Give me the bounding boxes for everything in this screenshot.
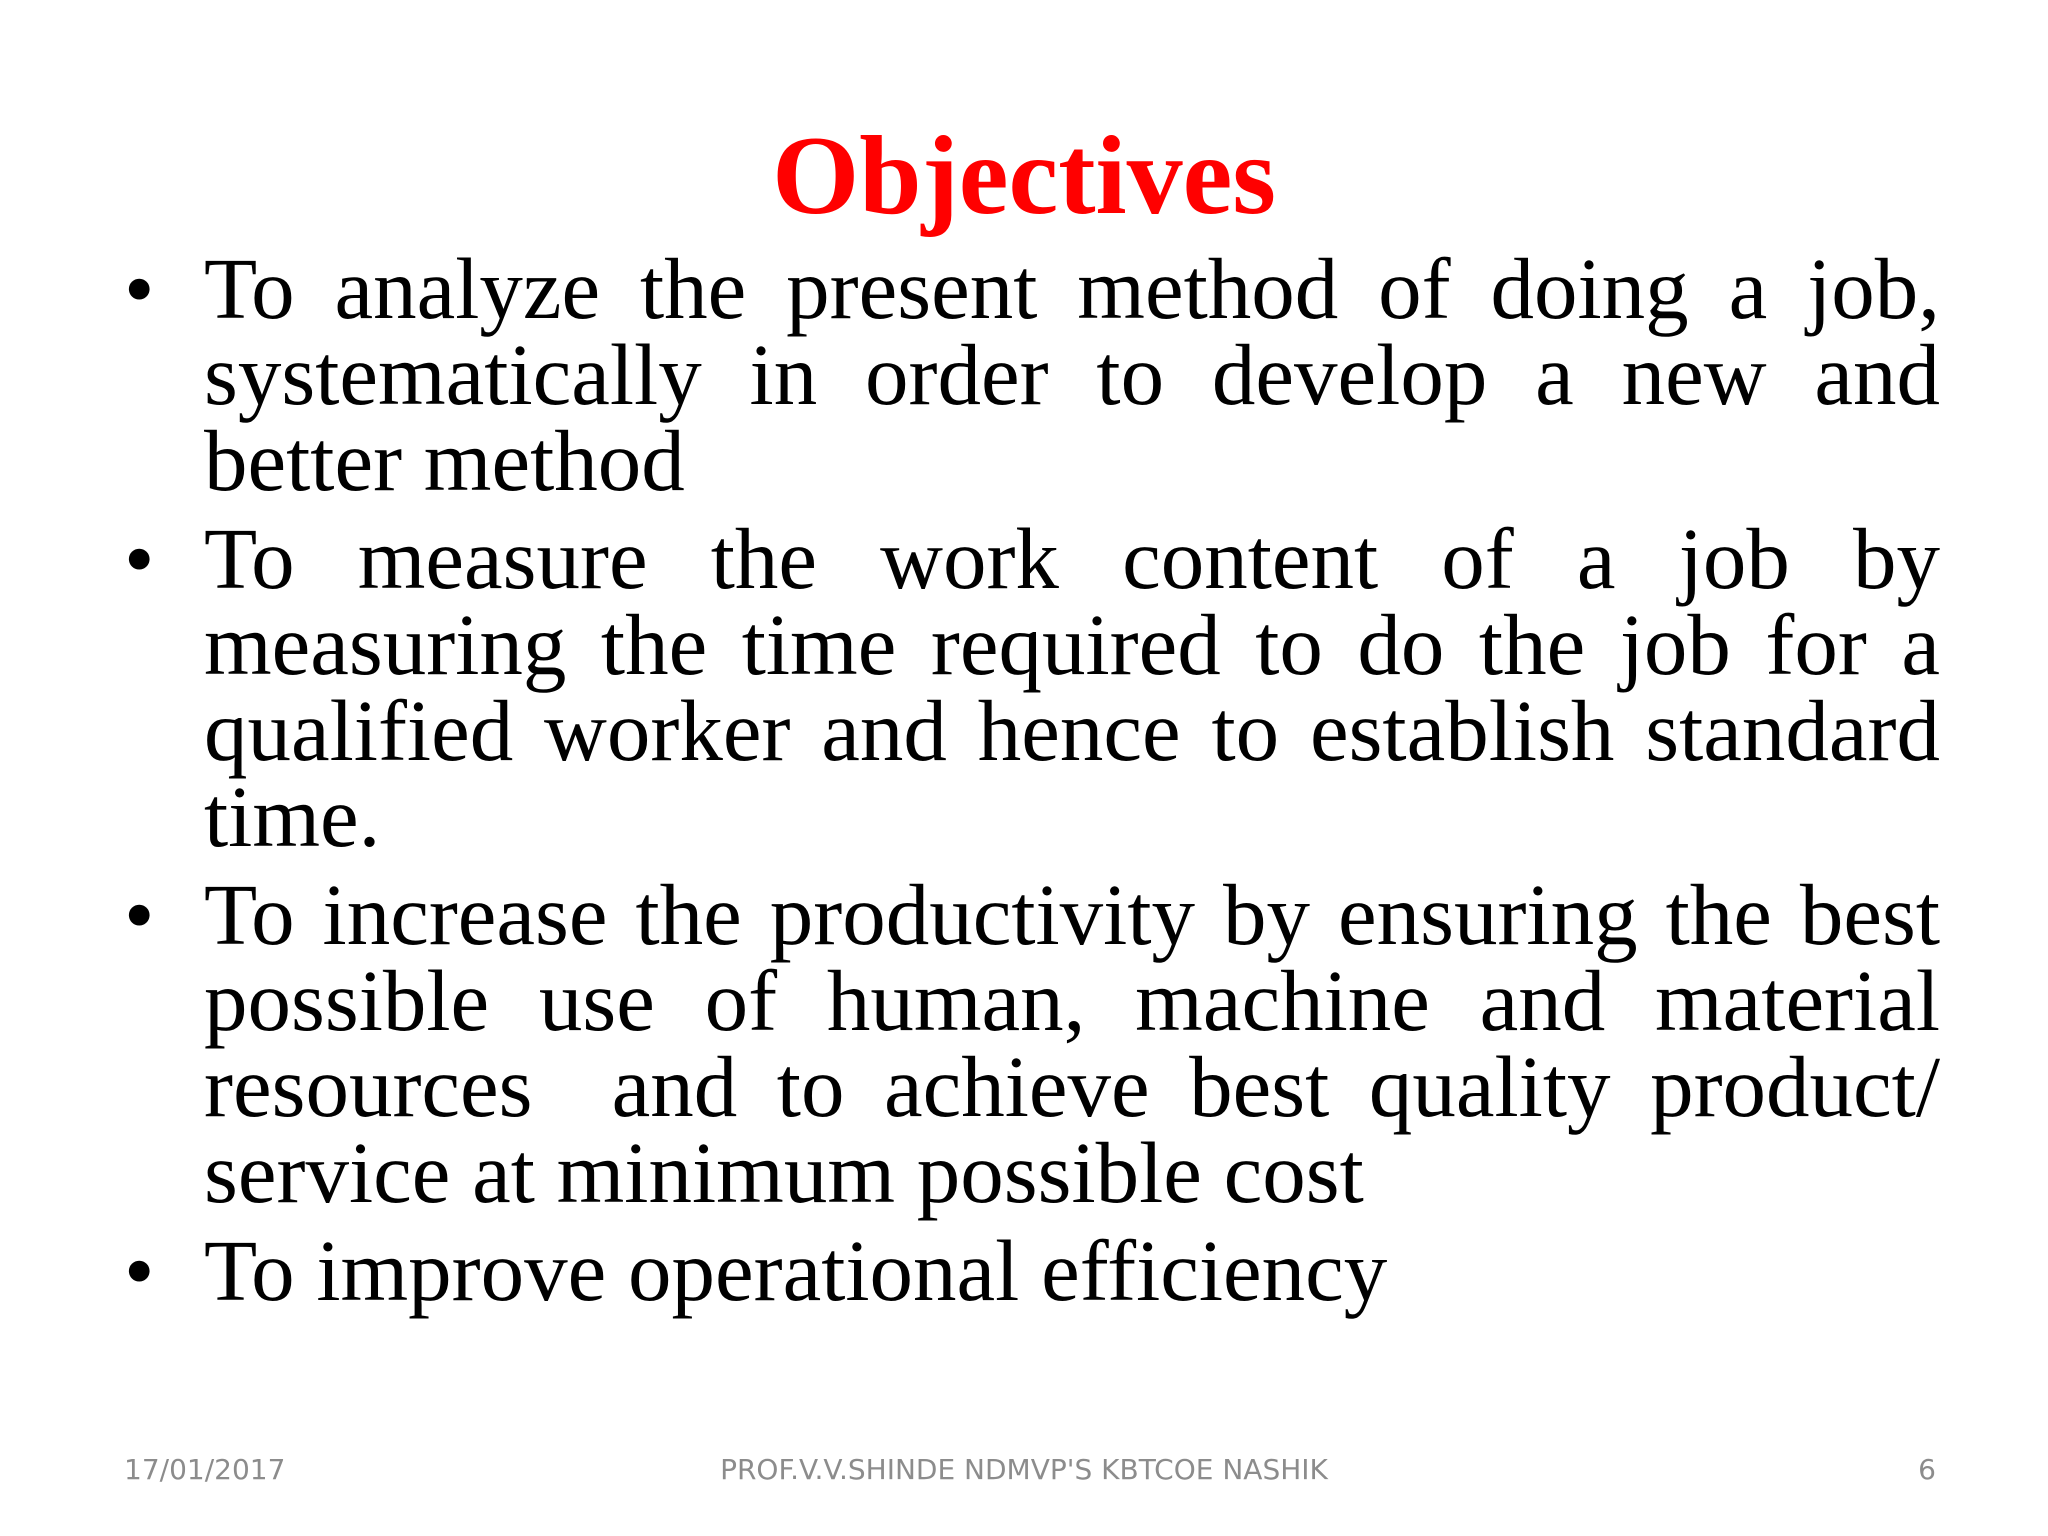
bullet-text: To increase the productivity by ensuring the best possible use of human, machine and material resources and to achieve best quality product/ service at minimum possible cost — [204, 866, 1962, 1221]
footer-date: 17/01/2017 — [124, 1453, 286, 1486]
bullet-item — [120, 510, 1940, 865]
slide-title: Objectives — [772, 114, 1276, 238]
bullet-text: To improve operational efficiency — [204, 1222, 1388, 1319]
bullet-item — [120, 240, 1940, 509]
bullet-text: To measure the work content of a job by measuring the time required to do the job for a qualified worker and hence to establish standard time. — [204, 510, 1940, 865]
bullet-icon: • — [124, 866, 155, 963]
footer-author: PROF.V.V.SHINDE NDMVP'S KBTCOE NASHIK — [720, 1453, 1328, 1486]
bullet-list — [120, 240, 1962, 1326]
bullet-item — [120, 866, 1962, 1221]
bullet-text: To analyze the present method of doing a job, systematically in order to develop a new and better method — [204, 240, 1940, 509]
bullet-icon: • — [124, 510, 155, 607]
bullet-icon: • — [124, 240, 155, 337]
footer-page-number: 6 — [1918, 1453, 1936, 1486]
bullet-icon: • — [124, 1222, 155, 1319]
bullet-item — [120, 1222, 1940, 1319]
